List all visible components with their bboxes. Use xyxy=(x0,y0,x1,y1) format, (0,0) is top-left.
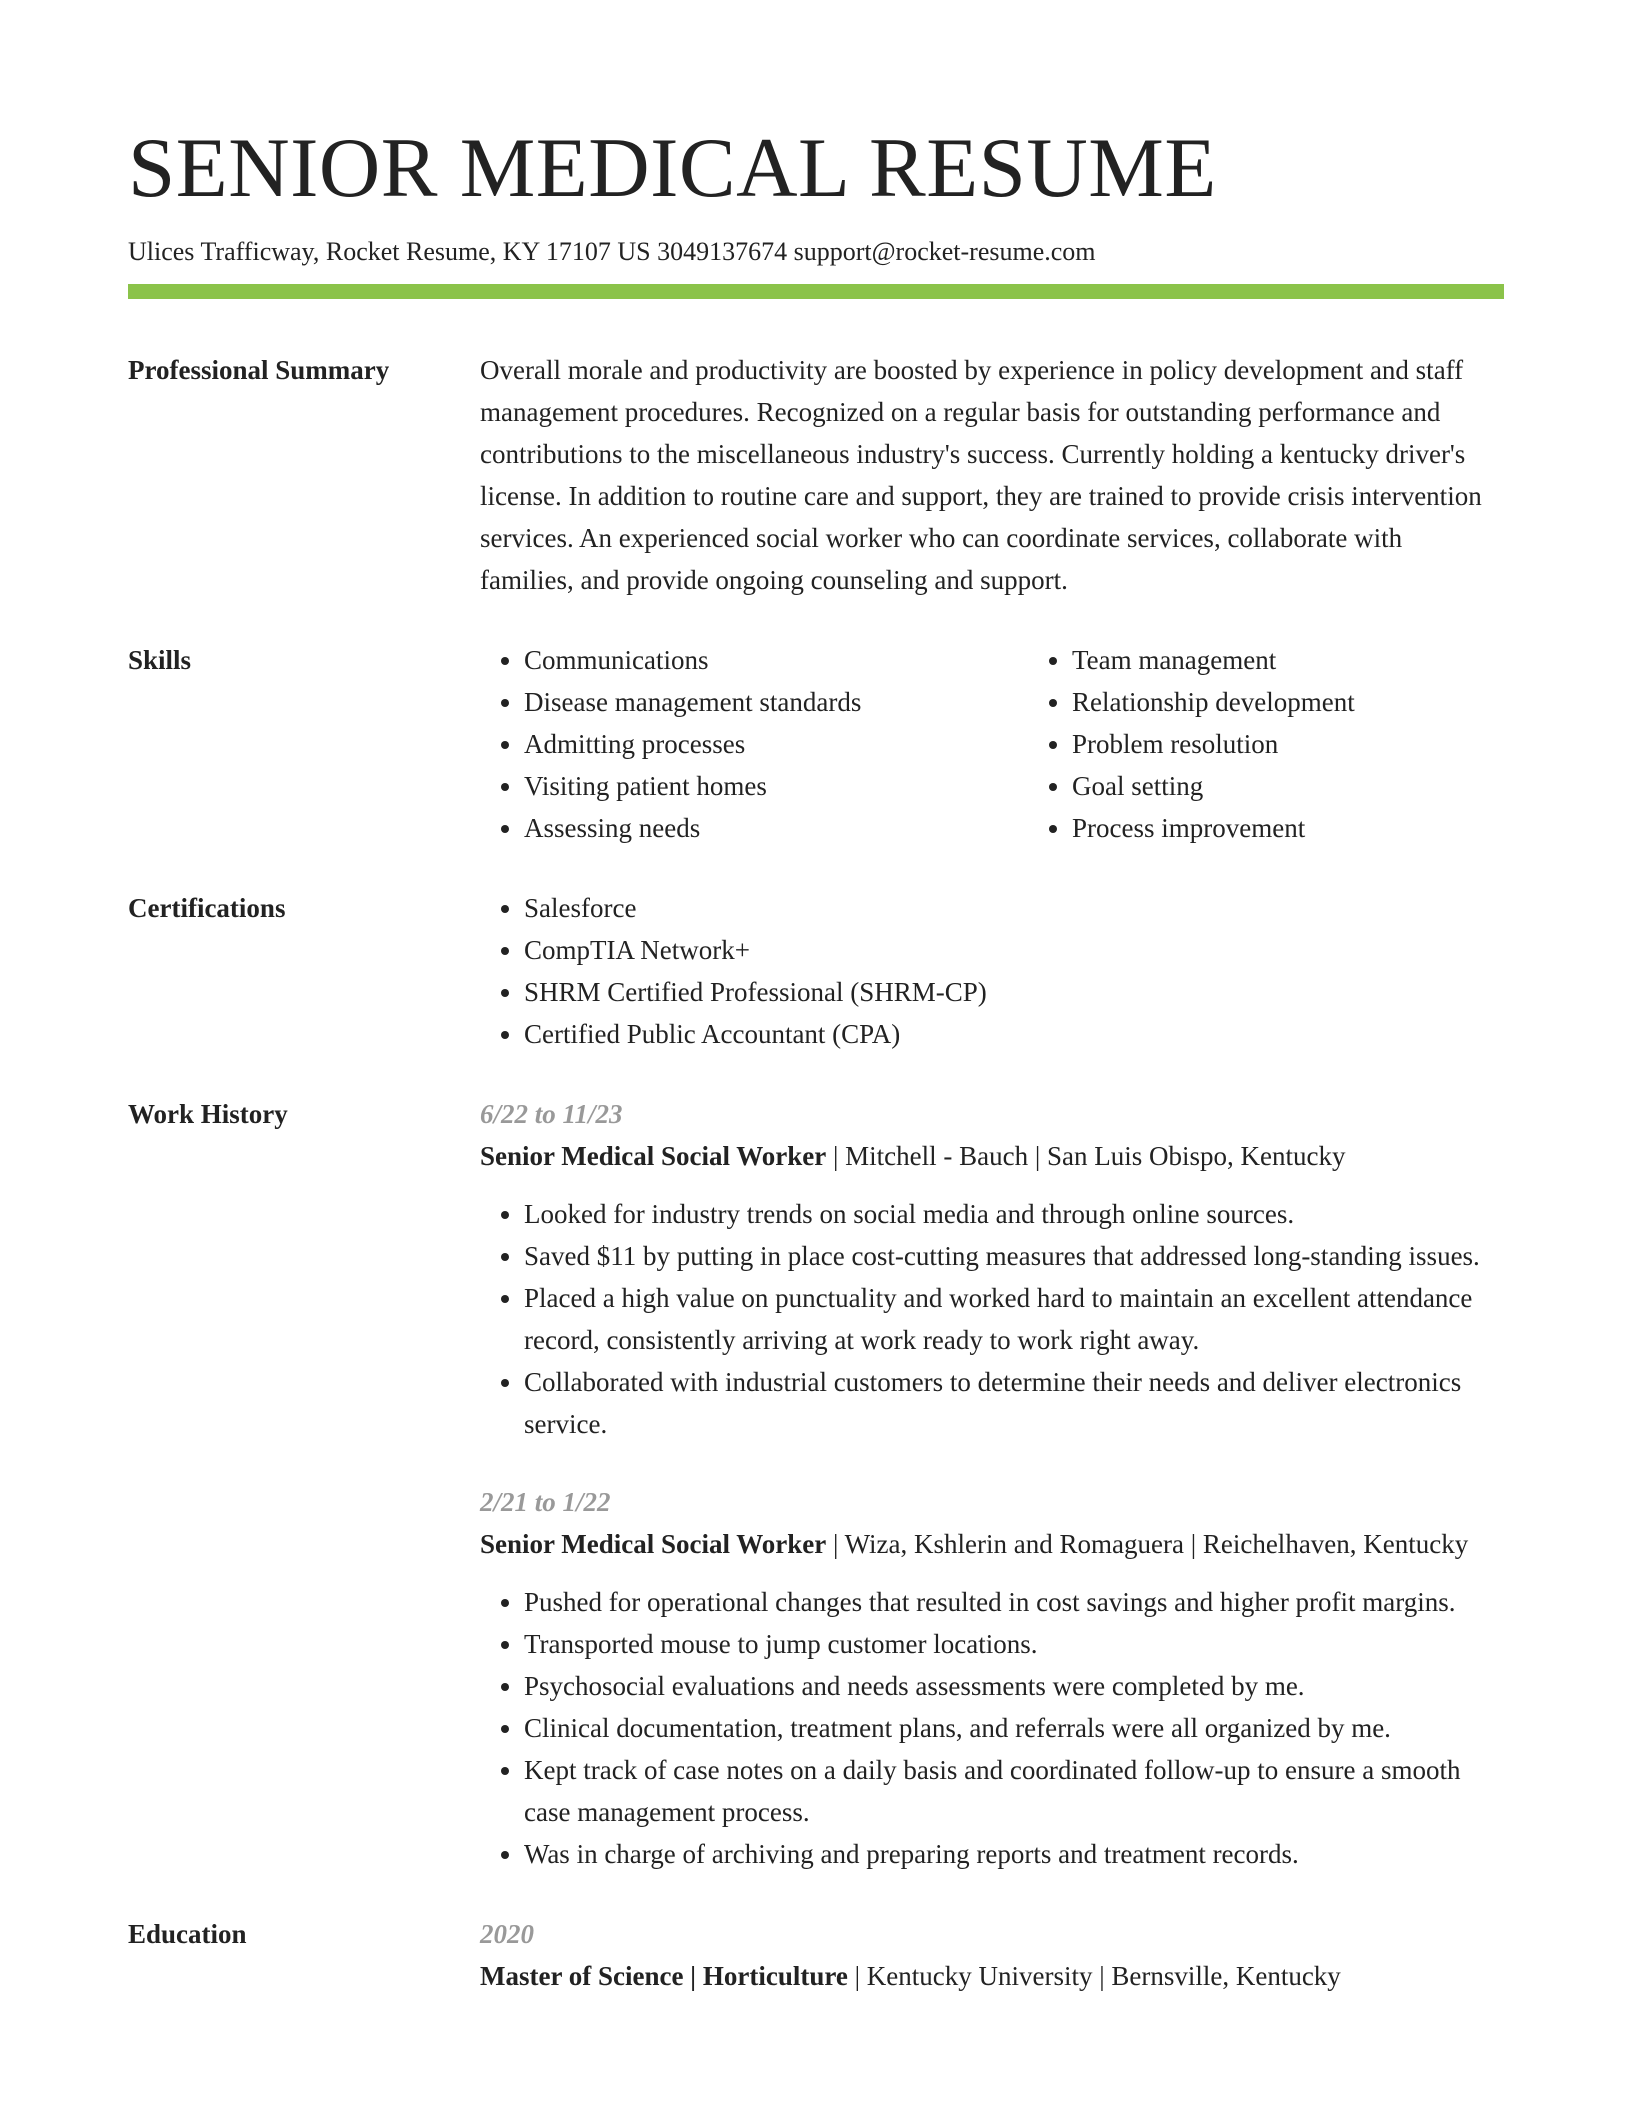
job-employer-location: | Mitchell - Bauch | San Luis Obispo, Kentucky xyxy=(826,1141,1346,1171)
job-dates: 2/21 to 1/22 xyxy=(480,1487,611,1517)
work-history-section xyxy=(128,1093,1504,1875)
skill-item: • Assessing needs xyxy=(524,807,1028,849)
contact-address: Ulices Trafficway, Rocket Resume, KY 17107 US xyxy=(128,237,651,266)
contact-line xyxy=(128,236,1504,268)
skill-item: • Admitting processes xyxy=(524,723,1028,765)
education-school-location: | Kentucky University | Bernsville, Kentucky xyxy=(847,1961,1341,1991)
skill-item: • Team management xyxy=(1072,639,1494,681)
education-section xyxy=(128,1913,1504,1997)
job-bullet: • Pushed for operational changes that resulted in cost savings and higher profit margins. xyxy=(524,1581,1494,1623)
skills-list-right xyxy=(1028,639,1494,849)
header-divider xyxy=(128,284,1504,299)
job-entry xyxy=(480,1481,1494,1875)
job-bullet: • Kept track of case notes on a daily basis and coordinated follow-up to ensure a smooth case management process. xyxy=(524,1749,1494,1833)
certifications-section xyxy=(128,887,1504,1055)
job-bullet: • Transported mouse to jump customer locations. xyxy=(524,1623,1494,1665)
job-bullet: • Placed a high value on punctuality and worked hard to maintain an excellent attendance record, consistently arriving at work ready to work right away. xyxy=(524,1277,1494,1361)
job-title: Senior Medical Social Worker xyxy=(480,1141,827,1171)
skill-item: • Disease management standards xyxy=(524,681,1028,723)
job-bullet: • Collaborated with industrial customers to determine their needs and deliver electronics service. xyxy=(524,1361,1494,1445)
certification-item: • CompTIA Network+ xyxy=(524,929,1494,971)
job-entry xyxy=(480,1093,1494,1445)
education-year: 2020 xyxy=(480,1919,534,1949)
section-label-education: Education xyxy=(128,1919,247,1949)
skill-item: • Process improvement xyxy=(1072,807,1494,849)
resume-page xyxy=(128,0,1504,1997)
education-line xyxy=(480,1955,1494,1997)
job-bullet: • Was in charge of archiving and preparing reports and treatment records. xyxy=(524,1833,1494,1875)
job-dates: 6/22 to 11/23 xyxy=(480,1099,623,1129)
job-title: Senior Medical Social Worker xyxy=(480,1529,827,1559)
contact-phone: 3049137674 xyxy=(657,237,788,266)
job-title-line xyxy=(480,1523,1494,1565)
certifications-list xyxy=(480,887,1494,1055)
skill-item: • Goal setting xyxy=(1072,765,1494,807)
skill-item: • Problem resolution xyxy=(1072,723,1494,765)
education-degree: Master of Science | Horticulture xyxy=(480,1961,848,1991)
skills-list-left xyxy=(480,639,1028,849)
job-bullet: • Looked for industry trends on social media and through online sources. xyxy=(524,1193,1494,1235)
job-title-line xyxy=(480,1135,1494,1177)
skill-item: • Communications xyxy=(524,639,1028,681)
skill-item: • Relationship development xyxy=(1072,681,1494,723)
job-bullet: • Psychosocial evaluations and needs assessments were completed by me. xyxy=(524,1665,1494,1707)
certification-item: • SHRM Certified Professional (SHRM-CP) xyxy=(524,971,1494,1013)
job-bullets xyxy=(480,1193,1494,1445)
section-label-summary: Professional Summary xyxy=(128,355,390,385)
resume-title: SENIOR MEDICAL RESUME xyxy=(128,121,1217,215)
certification-item: • Salesforce xyxy=(524,887,1494,929)
contact-email: support@rocket-resume.com xyxy=(793,237,1096,266)
job-bullet: • Clinical documentation, treatment plans, and referrals were all organized by me. xyxy=(524,1707,1494,1749)
certification-item: • Certified Public Accountant (CPA) xyxy=(524,1013,1494,1055)
summary-section xyxy=(128,349,1504,601)
summary-text: Overall morale and productivity are boosted by experience in policy development and staff management procedures. Recognized on a regular basis for outstanding performance and contributions to the miscellaneous industry's success. Currently holding a kentucky driver's license. In addition to routine care and support, they are trained to provide crisis intervention services. An experienced social worker who can coordinate services, collaborate with families, and provide ongoing counseling and support. xyxy=(480,355,1482,595)
section-label-certifications: Certifications xyxy=(128,893,286,923)
skills-section xyxy=(128,639,1504,849)
skill-item: • Visiting patient homes xyxy=(524,765,1028,807)
section-label-work-history: Work History xyxy=(128,1099,288,1129)
job-employer-location: | Wiza, Kshlerin and Romaguera | Reichelhaven, Kentucky xyxy=(826,1529,1469,1559)
job-bullets xyxy=(480,1581,1494,1875)
section-label-skills: Skills xyxy=(128,645,192,675)
job-bullet: • Saved $11 by putting in place cost-cutting measures that addressed long-standing issues. xyxy=(524,1235,1494,1277)
